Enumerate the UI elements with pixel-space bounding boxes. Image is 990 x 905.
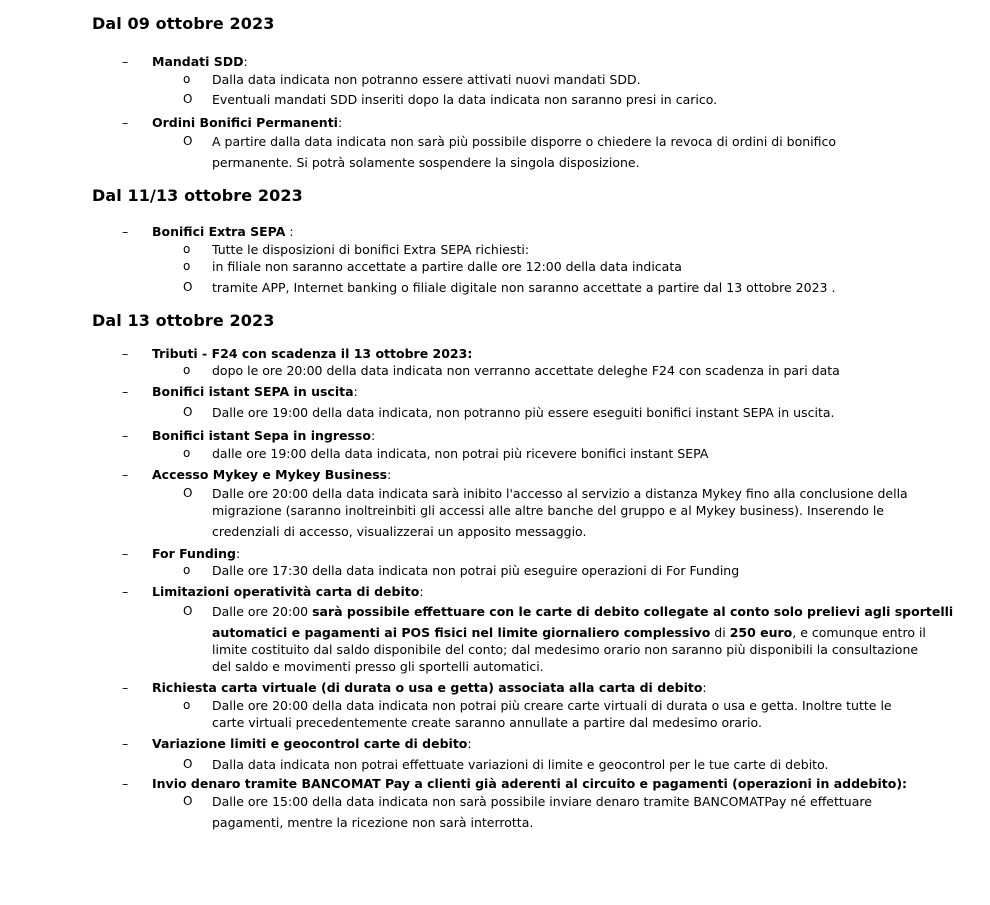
group-title-carta-virtuale: – Richiesta carta virtuale (di durata o usa e getta) associata alla carta di debito:	[122, 680, 707, 695]
group-title-for-funding: – For Funding:	[122, 546, 241, 561]
circle-bullet-icon: O	[183, 794, 193, 808]
list-item: O Dalle ore 15:00 della data indicata non sarà possibile inviare denaro tramite BANCOMATPay né effettuare pagamenti, mentre la ricezione non sarà interrotta.	[183, 794, 872, 830]
dash-bullet: –	[122, 546, 129, 561]
list-item: o dalle ore 19:00 della data indicata, non potrai più ricevere bonifici instant SEPA	[183, 446, 709, 461]
circle-bullet-icon: o	[183, 259, 191, 273]
list-item: O A partire dalla data indicata non sarà più possibile disporre o chiedere la revoca di ordini di bonifico permanente. Si potrà solamente sospendere la singola disposizione.	[183, 134, 837, 170]
circle-bullet-icon: O	[183, 92, 193, 106]
list-item: o dopo le ore 20:00 della data indicata non verranno accettate deleghe F24 con scadenza in pari data	[183, 363, 840, 378]
dash-bullet: –	[122, 384, 129, 399]
circle-bullet-icon: O	[183, 134, 193, 148]
group-title-ordini-bonifici-permanenti: – Ordini Bonifici Permanenti:	[122, 115, 343, 130]
circle-bullet-icon: O	[183, 405, 193, 419]
list-item: o Dalle ore 17:30 della data indicata non potrai più eseguire operazioni di For Funding	[183, 563, 740, 578]
group-title-bonifici-istant-uscita: – Bonifici istant SEPA in uscita:	[122, 384, 358, 399]
dash-bullet: –	[122, 736, 129, 751]
circle-bullet-icon: O	[183, 280, 193, 294]
dash-bullet: –	[122, 467, 129, 482]
section-heading-1: Dal 09 ottobre 2023	[92, 14, 275, 33]
dash-bullet: –	[122, 776, 129, 791]
list-item: o Dalle ore 20:00 della data indicata non potrai più creare carte virtuali di durata o usa e getta. Inoltre tutte le carte virtuali precedentemente create saranno annullate a partire dal medesimo orario.	[183, 698, 892, 730]
circle-bullet-icon: O	[183, 757, 193, 771]
dash-bullet: –	[122, 346, 129, 361]
dash-bullet: –	[122, 224, 129, 239]
dash-bullet: –	[122, 428, 129, 443]
group-title-accesso-mykey: – Accesso Mykey e Mykey Business:	[122, 467, 392, 482]
circle-bullet-icon: o	[183, 72, 191, 86]
dash-bullet: –	[122, 115, 129, 130]
list-item: o in filiale non saranno accettate a partire dalle ore 12:00 della data indicata	[183, 259, 682, 274]
list-item: O Dalle ore 19:00 della data indicata, non potranno più essere eseguiti bonifici instant SEPA in uscita.	[183, 405, 835, 420]
list-item: o Tutte le disposizioni di bonifici Extra SEPA richiesti:	[183, 242, 530, 257]
dash-bullet: –	[122, 584, 129, 599]
section-heading-3: Dal 13 ottobre 2023	[92, 311, 275, 330]
dash-bullet: –	[122, 680, 129, 695]
group-title-variazione-limiti: – Variazione limiti e geocontrol carte di debito:	[122, 736, 472, 751]
group-title-bonifici-istant-ingresso: – Bonifici istant Sepa in ingresso:	[122, 428, 376, 443]
dash-bullet: –	[122, 54, 129, 69]
circle-bullet-icon: o	[183, 563, 191, 577]
group-title-limitazioni-carta: – Limitazioni operatività carta di debito:	[122, 584, 424, 599]
list-item: O Dalla data indicata non potrai effettuate variazioni di limite e geocontrol per le tue carte di debito.	[183, 757, 829, 772]
group-title-tributi-f24: – Tributi - F24 con scadenza il 13 ottobre 2023:	[122, 346, 473, 361]
circle-bullet-icon: O	[183, 604, 193, 618]
circle-bullet-icon: O	[183, 486, 193, 500]
circle-bullet-icon: o	[183, 698, 191, 712]
group-title-bonifici-extra-sepa: – Bonifici Extra SEPA :	[122, 224, 294, 239]
list-item: O Dalle ore 20:00 della data indicata sarà inibito l'accesso al servizio a distanza Mykey fino alla conclusione della migrazione (saranno inoltreinbiti gli accessi alle altre banche del gruppo e al Mykey business). Inserendo le credenziali di accesso, visualizzerai un apposito messaggio.	[183, 486, 908, 539]
list-item: o Dalla data indicata non potranno essere attivati nuovi mandati SDD.	[183, 72, 641, 87]
list-item: O Dalle ore 20:00 sarà possibile effettuare con le carte di debito collegate al conto solo prelievi agli sportelli automatici e pagamenti ai POS fisici nel limite giornaliero complessivo di 250 euro, e comunque entro il limite costituito dal saldo disponibile del conto; dal medesimo orario non saranno più disponibili la consultazione del saldo e movimenti presso gli sportelli automatici.	[183, 604, 954, 674]
group-title-bancomat-pay: – Invio denaro tramite BANCOMAT Pay a clienti già aderenti al circuito e pagamenti (operazioni in addebito):	[122, 776, 908, 791]
group-title-mandati-sdd: – Mandati SDD:	[122, 54, 248, 69]
list-item: O Eventuali mandati SDD inseriti dopo la data indicata non saranno presi in carico.	[183, 92, 718, 107]
list-item: O tramite APP, Internet banking o filiale digitale non saranno accettate a partire dal 13 ottobre 2023 .	[183, 280, 836, 295]
section-heading-2: Dal 11/13 ottobre 2023	[92, 186, 303, 205]
circle-bullet-icon: o	[183, 363, 191, 377]
circle-bullet-icon: o	[183, 446, 191, 460]
circle-bullet-icon: o	[183, 242, 191, 256]
